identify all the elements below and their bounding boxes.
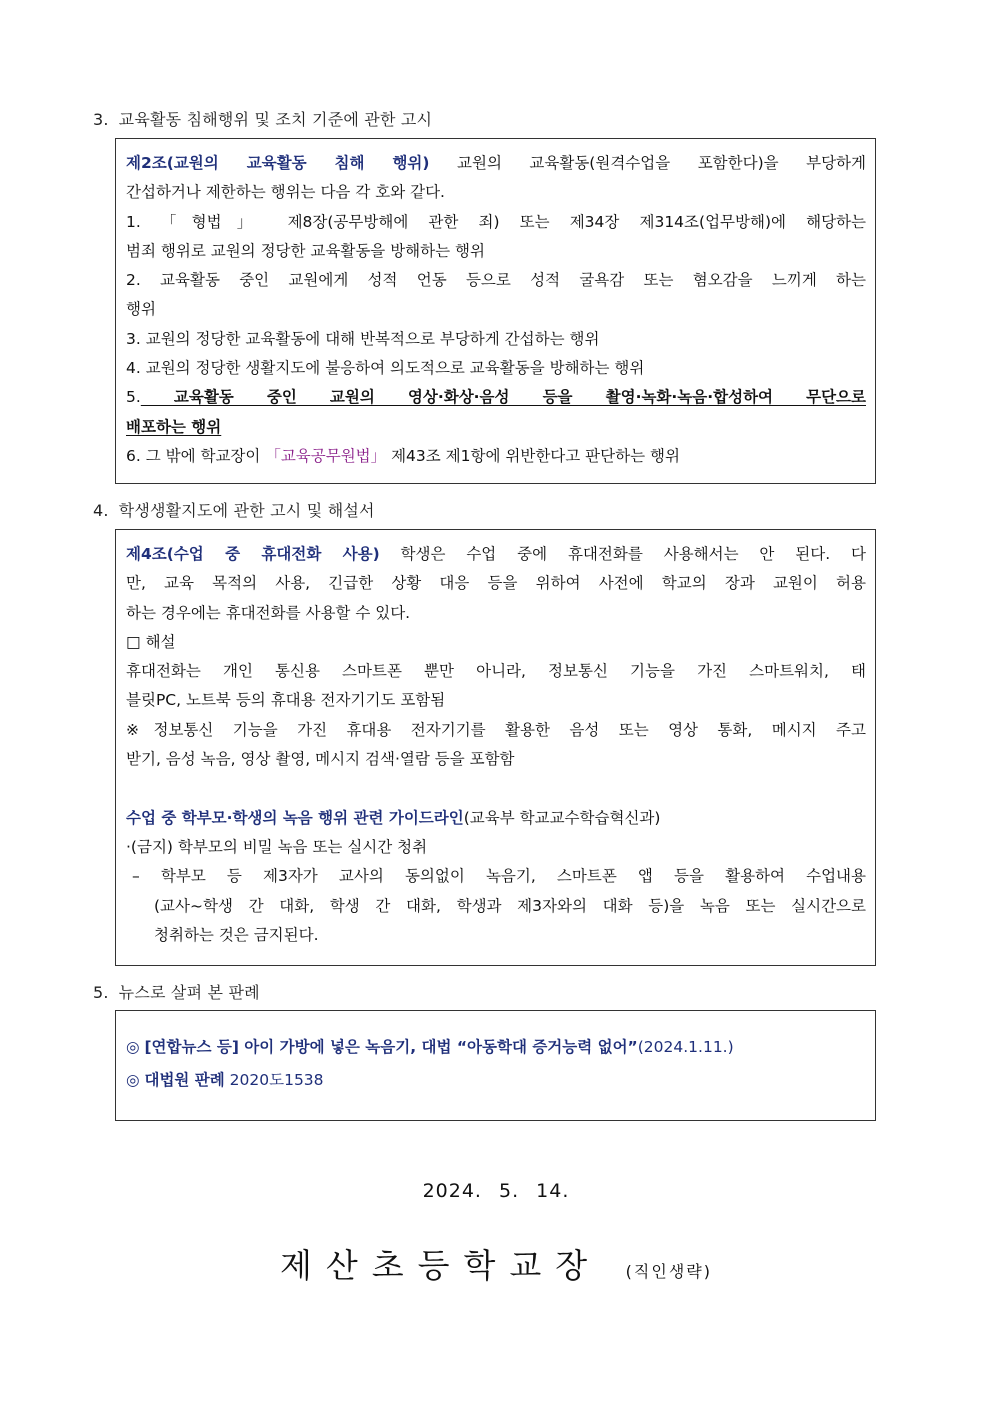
text-line: □ 해설 <box>126 632 176 651</box>
text-line: 범죄 행위로 교원의 정당한 교육활동을 방해하는 행위 <box>126 241 485 260</box>
section-number: 3. <box>93 110 109 129</box>
section-3-heading <box>93 107 432 130</box>
guideline-title: 수업 중 학부모·학생의 녹음 행위 관련 가이드라인 <box>126 808 464 827</box>
underlined-text: 교육활동 중인 교원의 영상·화상·음성 등을 촬영·녹화·녹음·합성하여 무단으로 <box>140 388 866 407</box>
issuer-name: 제산초등학교장 <box>280 1246 602 1285</box>
text-line: 휴대전화는 개인 통신용 스마트폰 뿐만 아니라, 정보통신 기능을 가진 스마트워치, 태 <box>126 662 866 681</box>
text-line: 4. 교원의 정당한 생활지도에 불응하여 의도적으로 교육활동을 방해하는 행위 <box>126 359 645 378</box>
seal-note: (직인생략) <box>625 1262 712 1281</box>
section-4-box <box>115 529 876 966</box>
signature-block <box>0 1240 992 1287</box>
news-item <box>126 1066 866 1095</box>
news-title: [연합뉴스 등] 아이 가방에 넣은 녹음기, 대법 “아동학대 증거능력 없어” <box>144 1038 638 1056</box>
item-number: 5. <box>126 388 141 407</box>
text-line: 6. 그 밖에 학교장이 <box>126 446 266 465</box>
text-line: (교사~학생 간 대화, 학생 간 대화, 학생과 제3자와의 대화 등)을 녹음 또는 실시간으로 <box>154 896 866 915</box>
section-3-box <box>115 138 876 484</box>
section-number: 4. <box>93 501 109 520</box>
text-line: 하는 경우에는 휴대전화를 사용할 수 있다. <box>126 603 411 622</box>
text-line: – 학부모 등 제3자가 교사의 동의없이 녹음기, 스마트폰 앱 등을 활용하여 수업내용 <box>132 867 866 886</box>
article-title: 제4조(수업 중 휴대전화 사용) <box>126 545 380 563</box>
section-title: 학생생활지도에 관한 고시 및 해설서 <box>118 501 375 520</box>
section-5-box <box>115 1010 876 1121</box>
bullet-icon: ◎ <box>126 1038 140 1056</box>
section-number: 5. <box>93 983 109 1002</box>
text-line: 제43조 제1항에 위반한다고 판단하는 행위 <box>386 446 680 465</box>
text-line: 청취하는 것은 금지된다. <box>154 925 319 944</box>
text-line: 1. 「형법」 제8장(공무방해에 관한 죄) 또는 제34장 제314조(업무방해)에 해당하는 <box>126 212 866 231</box>
section-title: 뉴스로 살펴 본 판례 <box>118 983 260 1002</box>
text-line: ※정보통신 기능을 가진 휴대용 전자기기를 활용한 음성 또는 영상 통화, 메시지 주고 <box>126 720 866 739</box>
text-line: 학생은 수업 중에 휴대전화를 사용해서는 안 된다. 다 <box>379 545 866 563</box>
text-line: 블릿PC, 노트북 등의 휴대용 전자기기도 포함됨 <box>126 691 446 710</box>
document-date: 2024. 5. 14. <box>422 1180 570 1202</box>
news-date: (2024.1.11.) <box>637 1038 734 1056</box>
text-line: 만, 교육 목적의 사용, 긴급한 상황 대응 등을 위하여 사전에 학교의 장과 교원이 허용 <box>126 574 866 593</box>
text-line: 2. 교육활동 중인 교원에게 성적 언동 등으로 성적 굴욕감 또는 혐오감을 느끼게 하는 <box>126 271 866 290</box>
underlined-text: 배포하는 행위 <box>126 417 222 436</box>
law-name: 「교육공무원법」 <box>265 446 387 465</box>
section-5-heading <box>93 980 260 1003</box>
section-4-heading <box>93 498 375 521</box>
bullet-icon: ◎ <box>126 1071 140 1090</box>
text-line: (교육부 학교교수학습혁신과) <box>463 808 661 827</box>
text-line: 교원의 교육활동(원격수업을 포함한다)을 부당하게 <box>429 154 866 172</box>
news-title: 대법원 판례 <box>144 1071 225 1090</box>
article-title: 제2조(교원의 교육활동 침해 행위) <box>126 154 430 172</box>
text-line: 행위 <box>126 300 156 319</box>
text-line: 3. 교원의 정당한 교육활동에 대해 반복적으로 부당하게 간섭하는 행위 <box>126 329 600 348</box>
text-line: 간섭하거나 제한하는 행위는 다음 각 호와 같다. <box>126 183 445 202</box>
news-item <box>126 1033 866 1062</box>
section-title: 교육활동 침해행위 및 조치 기준에 관한 고시 <box>118 110 433 129</box>
text-line: 받기, 음성 녹음, 영상 촬영, 메시지 검색·열람 등을 포함함 <box>126 750 515 769</box>
blank-line <box>126 774 866 803</box>
case-number: 2020도1538 <box>224 1071 324 1090</box>
text-line: ·(금지) 학부모의 비밀 녹음 또는 실시간 청취 <box>126 837 428 856</box>
